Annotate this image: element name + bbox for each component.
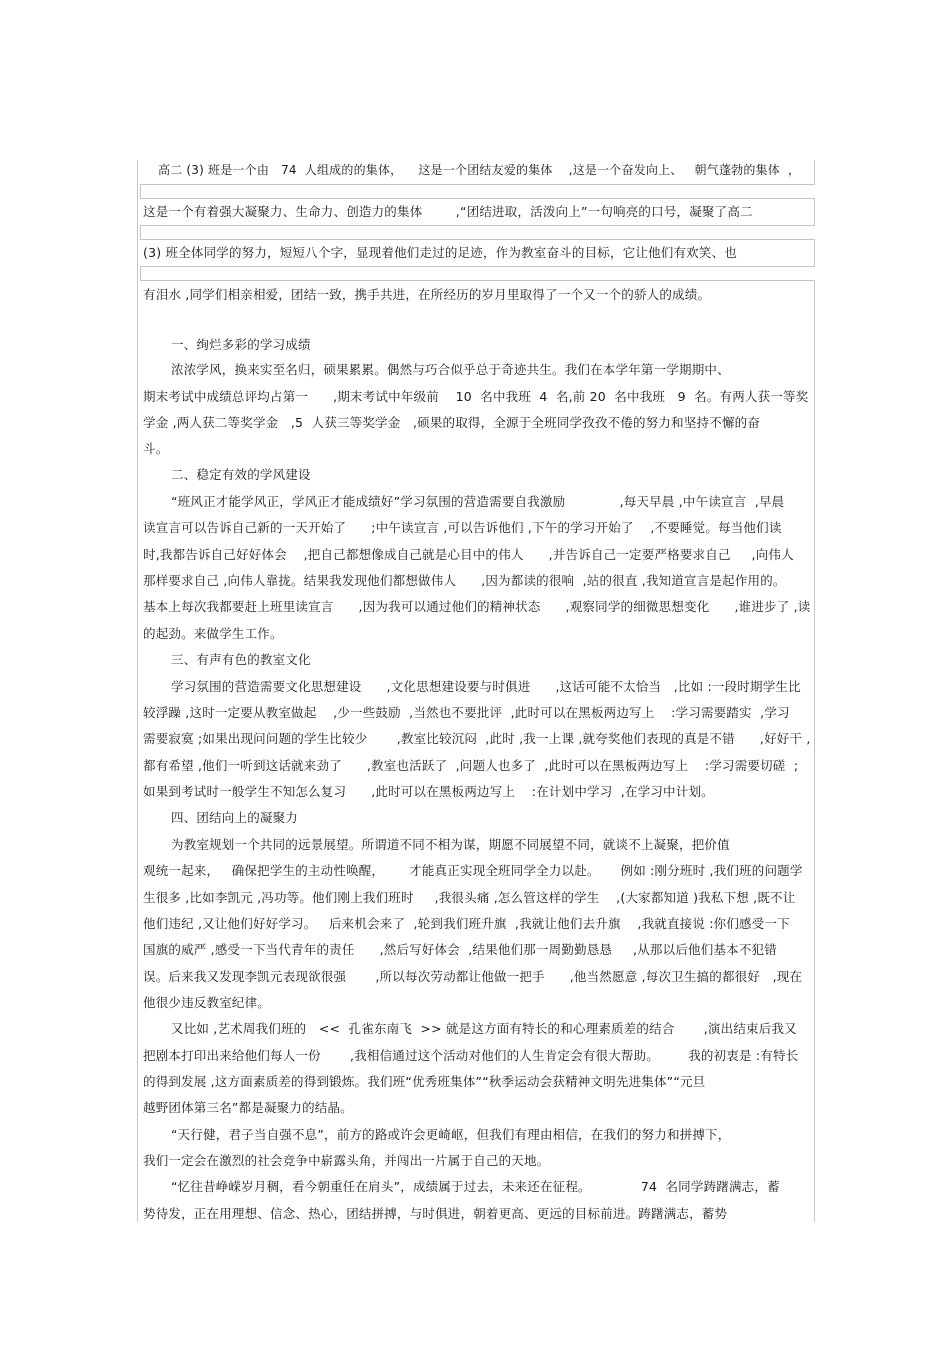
- paragraph-line: 较浮躁 ,这时一定要从教室做起 ,少一些鼓励 ,当然也不要批评 ,此时可以在黑板两边写上 :学习需要踏实 ,学习: [143, 705, 790, 720]
- paragraph-line: 我们一定会在激烈的社会竞争中崭露头角，并闯出一片属于自己的天地。: [143, 1153, 550, 1168]
- paragraph-line: 又比如 ,艺术周我们班的 << 孔雀东南飞 >> 就是这方面有特长的和心理素质差的结合 ,演出结束后我又: [171, 1021, 797, 1036]
- section-heading-2: 二、稳定有效的学风建设: [171, 467, 311, 482]
- paragraph-line: 误。后来我又发现李凯元表现欲很强 ,所以每次劳动都让他做一把手 ,他当然愿意 ,每次卫生搞的都很好 ,现在: [143, 969, 803, 984]
- paragraph-line: 他们违纪 ,又让他们好好学习。 后来机会来了 ,轮到我们班升旗 ,我就让他们去升旗 ,我就直接说 :你们感受一下: [143, 916, 790, 931]
- paragraph-line: 都有希望 ,他们一听到这话就来劲了 ,教室也活跃了 ,问题人也多了 ,此时可以在黑板两边写上 :学习需要切磋 ;: [143, 758, 799, 773]
- paragraph-line: 需要寂寞 ;如果出现问问题的学生比较少 ,教室比较沉闷 ,此时 ,我一上课 ,就夸奖他们表现的真是不错 ,好好干 ,: [143, 731, 811, 746]
- paragraph-line: 为教室规划一个共同的远景展望。所谓道不同不相为谋，期愿不同展望不同，就谈不上凝聚，把价值: [171, 837, 730, 852]
- section-heading-4: 四、团结向上的凝聚力: [171, 810, 299, 825]
- table-cell-remnant: [140, 225, 815, 240]
- table-cell-remnant: [140, 266, 815, 281]
- left-frame-line: [137, 160, 138, 1222]
- paragraph-line: 读宣言可以告诉自己新的一天开始了 ;中午读宣言 ,可以告诉他们 ,下午的学习开始了 ,不要睡觉。每当他们读: [143, 520, 782, 535]
- intro-line-3: (3) 班全体同学的努力，短短八个字，显现着他们走过的足迹，作为教室奋斗的目标，它让他们有欢笑、也: [143, 245, 737, 260]
- paragraph-line: 学金 ,两人获二等奖学金 ,5 人获三等奖学金 ,硕果的取得，全源于全班同学孜孜不倦的努力和坚持不懈的奋: [143, 415, 761, 430]
- paragraph-line: “班风正才能学风正，学风正才能成绩好”学习氛围的营造需要自我激励 ,每天早晨 ,中午读宣言 ,早晨: [171, 494, 785, 509]
- intro-line-1: 高二 (3) 班是一个由 74 人组成的的集体， 这是一个团结友爱的集体 ,这是一个奋发向上、 朝气蓬勃的集体 ，: [158, 163, 801, 177]
- table-cell-remnant: [140, 184, 815, 199]
- paragraph-line: 他很少违反教室纪律。: [143, 995, 271, 1010]
- section-heading-3: 三、有声有色的教室文化: [171, 652, 311, 667]
- paragraph-line: 把剧本打印出来给他们每人一份 ,我相信通过这个活动对他们的人生肯定会有很大帮助。 我的初衷是 :有特长: [143, 1048, 799, 1063]
- paragraph-line: 如果到考试时一般学生不知怎么复习 ,此时可以在黑板两边写上 :在计划中学习 ,在学习中计划。: [143, 784, 714, 799]
- paragraph-line: 斗。: [143, 441, 169, 456]
- paragraph-line: 势待发，正在用理想、信念、热心，团结拼搏，与时俱进，朝着更高、更远的目标前进。踌躇满志，蓄势: [143, 1206, 728, 1221]
- paragraph-line: 越野团体第三名”都是凝聚力的结晶。: [143, 1100, 353, 1115]
- paragraph-line: 国旗的威严 ,感受一下当代青年的责任 ,然后写好体会 ,结果他们那一周勤勤恳恳 ,从那以后他们基本不犯错: [143, 942, 777, 957]
- paragraph-line: 生很多 ,比如李凯元 ,冯功等。他们刚上我们班时 ,我很头痛 ,怎么管这样的学生 ,(大家都知道 )我私下想 ,既不让: [143, 890, 796, 905]
- section-heading-1: 一、绚烂多彩的学习成绩: [171, 337, 311, 352]
- paragraph-line: 期末考试中成绩总评均占第一 ,期末考试中年级前 10 名中我班 4 名,前 20 名中我班 9 名。有两人获一等奖: [143, 389, 809, 404]
- paragraph-line: 学习氛围的营造需要文化思想建设 ,文化思想建设要与时俱进 ,这话可能不太恰当 ,比如 :一段时期学生比: [171, 679, 801, 694]
- paragraph-line: 浓浓学风，换来实至名归，硕果累累。偶然与巧合似乎总于奇迹共生。我们在本学年第一学期期中、: [171, 362, 730, 377]
- paragraph-line: “忆往昔峥嵘岁月稠，看今朝重任在肩头”，成绩属于过去，未来还在征程。 74 名同学踌躇满志，蓄: [171, 1179, 780, 1194]
- intro-line-4: 有泪水 ,同学们相亲相爱，团结一致，携手共进，在所经历的岁月里取得了一个又一个的骄人的成绩。: [143, 287, 711, 302]
- paragraph-line: “天行健，君子当自强不息”，前方的路或许会更崎岖，但我们有理由相信，在我们的努力和拼搏下，: [171, 1127, 731, 1142]
- paragraph-line: 基本上每次我都要赶上班里读宣言 ,因为我可以通过他们的精神状态 ,观察同学的细微思想变化 ,谁进步了 ,读: [143, 599, 811, 614]
- paragraph-line: 观统一起来， 确保把学生的主动性唤醒， 才能真正实现全班同学全力以赴。 例如 :刚分班时 ,我们班的问题学: [143, 863, 803, 878]
- paragraph-line: 的得到发展 ,这方面素质差的得到锻炼。我们班“优秀班集体”“秋季运动会获精神文明先进集体”“元旦: [143, 1074, 706, 1089]
- paragraph-line: 时,我都告诉自己好好体会 ,把自己都想像成自己就是心目中的伟人 ,并告诉自己一定要严格要求自己 ,向伟人: [143, 547, 794, 562]
- intro-line-2: 这是一个有着强大凝聚力、生命力、创造力的集体 ,“团结进取，活泼向上”一句响亮的口号，凝聚了高二: [143, 204, 753, 219]
- paragraph-line: 的起劲。来做学生工作。: [143, 626, 283, 641]
- paragraph-line: 那样要求自己 ,向伟人靠拢。结果我发现他们都想做伟人 ,因为都读的很响 ,站的很直 ,我知道宣言是起作用的。: [143, 573, 786, 588]
- right-frame-line: [814, 160, 815, 1222]
